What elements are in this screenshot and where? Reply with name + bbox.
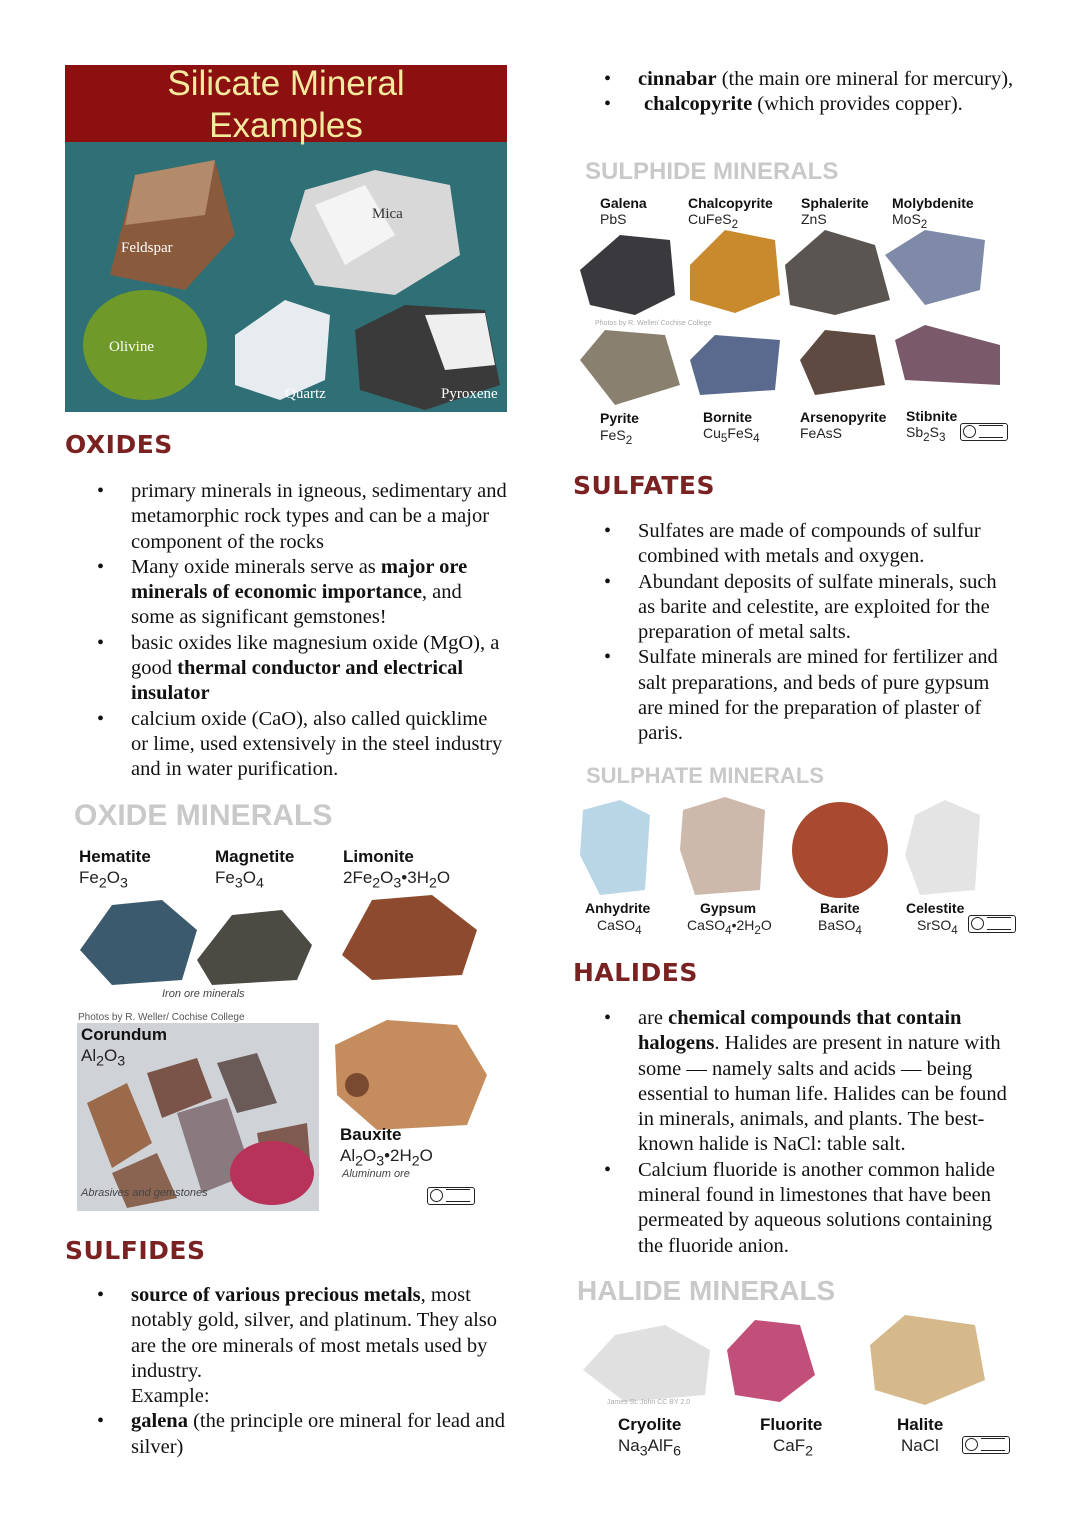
label-quartz: Quartz — [285, 386, 326, 402]
corundum-name: Corundum — [81, 1025, 167, 1044]
bornite-formula: $Cu_5FeS_4$ — [703, 425, 760, 445]
sulphide-minerals-panel — [575, 155, 1015, 450]
sulphide-photos-credit: Photos by R. Weller/ Cochise College — [595, 320, 712, 327]
corundum-formula: $Al_2O_3$ — [81, 1046, 126, 1070]
cc-license-icon — [960, 423, 1008, 441]
abrasives-caption: Abrasives and gemstones — [81, 1187, 208, 1199]
label-olivine: Olivine — [109, 339, 154, 355]
sphalerite-name: Sphalerite — [801, 195, 869, 211]
sulfates-bullet-3: • Sulfate minerals are mined for fertilizer and salt preparations, and beds of pure gypsum are mined for the preparation of plaster of paris. — [604, 645, 1014, 746]
magnetite-formula: $Fe_3O_4$ — [215, 868, 264, 892]
galena-formula: PbS — [600, 211, 627, 227]
oxide-panel-title: OXIDE MINERALS — [74, 799, 333, 832]
silicate-mineral-image — [65, 65, 507, 412]
silicate-title-line1: Silicate Mineral — [167, 64, 405, 103]
sulfates-heading: SULFATES — [573, 471, 715, 500]
pyrite-formula: FeS$_2$ — [600, 427, 633, 447]
hematite-name: Hematite — [79, 847, 151, 866]
sulfates-bullet-2: • Abundant deposits of sulfate minerals, such as barite and celestite, are exploited for the preparation of metal salts. — [604, 570, 1014, 646]
stibnite-formula: $Sb_2S_3$ — [906, 424, 946, 444]
sulphide-panel-title: SULPHIDE MINERALS — [585, 158, 839, 185]
fluorite-formula: CaF$_2$ — [773, 1436, 813, 1460]
sulfates-list — [604, 519, 1014, 747]
halite-name: Halite — [897, 1415, 944, 1434]
label-feldspar: Feldspar — [121, 240, 173, 256]
arsenopyrite-name: Arsenopyrite — [800, 409, 887, 425]
oxides-list — [97, 479, 507, 783]
sulfates-bullet-1: • Sulfates are made of compounds of sulfur combined with metals and oxygen. — [604, 519, 1014, 570]
label-mica: Mica — [372, 206, 403, 222]
cc-license-icon — [427, 1187, 475, 1205]
barite-name: Barite — [820, 900, 860, 916]
oxides-heading: OXIDES — [65, 430, 173, 459]
label-pyroxene: Pyroxene — [441, 386, 498, 402]
halides-bullet-1: • are chemical compounds that contain halogens. Halides are present in nature with some — namely salts and acids — being essential to human life. Halides can be found in minerals, animals, and plants. The best-known halide is NaCl: table salt. — [604, 1006, 1019, 1158]
celestite-name: Celestite — [906, 900, 965, 916]
galena-name: Galena — [600, 195, 647, 211]
sulphate-panel-title: SULPHATE MINERALS — [586, 763, 824, 788]
sulfides-heading: SULFIDES — [65, 1236, 206, 1265]
silicate-title-line2: Examples — [209, 106, 363, 145]
oxides-bullet-4: • calcium oxide (CaO), also called quicklime or lime, used extensively in the steel industry and in water purification. — [97, 707, 507, 783]
halide-images — [575, 1310, 1015, 1410]
sulphate-minerals-panel — [575, 760, 1015, 940]
sphalerite-formula: ZnS — [801, 211, 827, 227]
chalcopyrite-name: Chalcopyrite — [688, 195, 773, 211]
iron-ore-caption: Iron ore minerals — [162, 988, 245, 1000]
celestite-formula: SrSO$_4$ — [917, 917, 958, 937]
iron-ore-images — [72, 890, 492, 990]
bauxite-formula: $Al_2O_3•2H_2O$ — [340, 1146, 433, 1170]
aluminum-caption: Aluminum ore — [342, 1168, 410, 1180]
anhydrite-name: Anhydrite — [585, 900, 651, 916]
cc-license-icon — [968, 915, 1016, 933]
cc-license-icon — [962, 1436, 1010, 1454]
halide-panel-title: HALIDE MINERALS — [577, 1275, 836, 1306]
fluorite-name: Fluorite — [760, 1415, 823, 1434]
gypsum-formula: $CaSO_4•2H_2O$ — [687, 917, 772, 937]
oxide-minerals-panel — [72, 795, 492, 1215]
oxide-photos-credit: Photos by R. Weller/ Cochise College — [78, 1012, 245, 1023]
molybdenite-formula: MoS$_2$ — [892, 211, 928, 231]
oxides-bullet-3: • basic oxides like magnesium oxide (MgO), a good thermal conductor and electrical insulator — [97, 631, 507, 707]
cryolite-formula: $Na_3AlF_6$ — [618, 1436, 681, 1460]
sulfides-bullet-1: • source of various precious metals, most notably gold, silver, and platinum. They also are the ore minerals of most metals used by industry. Example: — [97, 1283, 507, 1409]
gypsum-name: Gypsum — [700, 900, 757, 916]
limonite-formula: $2Fe_2O_3•3H_2O$ — [343, 868, 451, 892]
sulfides-list — [97, 1283, 507, 1460]
oxides-bullet-2: • Many oxide minerals serve as major ore minerals of economic importance, and some as significant gemstones! — [97, 555, 507, 631]
limonite-name: Limonite — [343, 847, 414, 866]
hematite-formula: $Fe_2O_3$ — [79, 868, 128, 892]
anhydrite-formula: CaSO$_4$ — [597, 917, 642, 937]
bauxite-image — [327, 1015, 492, 1135]
sulphate-images — [575, 795, 1015, 900]
molybdenite-name: Molybdenite — [892, 195, 974, 211]
halides-bullet-2: • Calcium fluoride is another common halide mineral found in limestones that have been permeated by aqueous solutions containing the fluoride anion. — [604, 1158, 1019, 1259]
bauxite-name: Bauxite — [340, 1125, 402, 1144]
halides-list — [604, 1006, 1019, 1259]
barite-formula: BaSO$_4$ — [818, 917, 862, 937]
cryolite-name: Cryolite — [618, 1415, 682, 1434]
halides-heading: HALIDES — [573, 958, 698, 987]
stibnite-name: Stibnite — [906, 408, 958, 424]
oxides-bullet-1: • primary minerals in igneous, sedimentary and metamorphic rock types and can be a major component of the rocks — [97, 479, 507, 555]
chalcopyrite-formula: CuFeS$_2$ — [688, 211, 739, 231]
arsenopyrite-formula: FeAsS — [800, 425, 843, 441]
pyrite-name: Pyrite — [600, 410, 639, 426]
sulfides-list-continued — [604, 67, 1024, 118]
sulfides-bullet-2: • galena (the principle ore mineral for lead and silver) — [97, 1409, 507, 1460]
magnetite-name: Magnetite — [215, 847, 295, 866]
sulfides-bullet-3: • cinnabar (the main ore mineral for mercury), — [604, 67, 1024, 92]
halide-photo-credit: James St. John CC BY 2.0 — [607, 1399, 691, 1406]
halite-formula: NaCl — [901, 1436, 939, 1455]
sulfides-bullet-4: • chalcopyrite (which provides copper). — [604, 92, 1024, 117]
bornite-name: Bornite — [703, 409, 752, 425]
halide-minerals-panel — [575, 1272, 1015, 1467]
